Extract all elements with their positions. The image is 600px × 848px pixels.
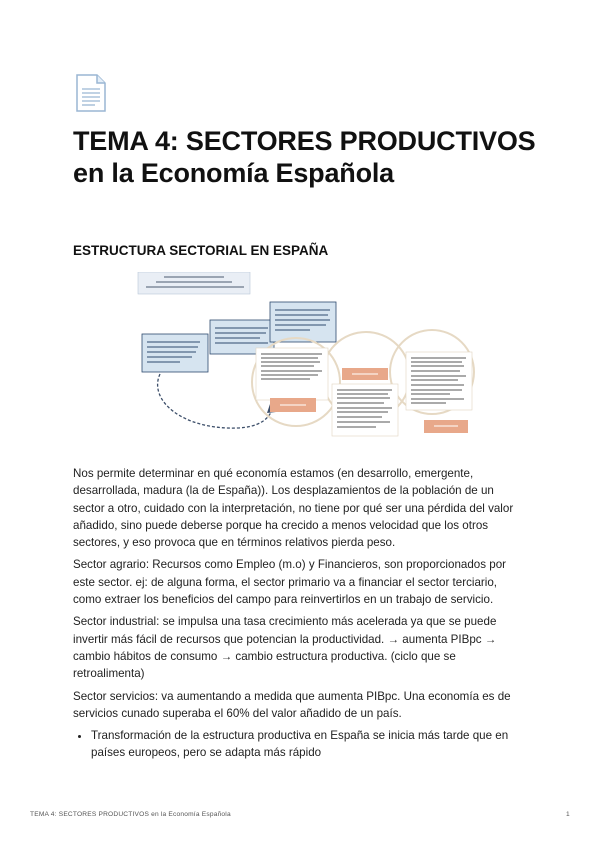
body-text (73, 465, 525, 762)
paragraph-agrario: Sector agrario: Recursos como Empleo (m.o) y Financieros, son proporcionados por este sector. ej: de alguna forma, el sector primario va a financiar el sector terciario, como extraer los beneficios del campo para reinvertirlos en un trabajo de servicio. (73, 558, 507, 607)
paragraph-intro: Nos permite determinar en qué economía estamos (en desarrollo, emergente, desarrollada, madura (la de España)). Los desplazamientos de la población de un sector a otro, cuidado con la interpretación, no tiene por qué ser una pérdida del valor añadido, sino puede deberse porque ha crecido a menos velocidad que los otros sectores, y eso provoca que en términos relativos pierda peso. (73, 467, 514, 550)
bullet-list (73, 727, 525, 762)
page-number: 1 (566, 811, 570, 818)
paragraph-servicios: Sector servicios: va aumentando a medida que aumenta PIBpc. Una economía es de servicios cunado superaba el 60% del valor añadido de un país. (73, 689, 511, 720)
page-title (73, 125, 543, 189)
section-heading: ESTRUCTURA SECTORIAL EN ESPAÑA (73, 243, 329, 258)
box-tertiary (270, 302, 336, 342)
box-primary (142, 334, 208, 372)
document-icon (75, 74, 107, 112)
paragraph-industrial: Sector industrial: se impulsa una tasa crecimiento más acelerada ya que se puede invertir más fácil de recursos que potencian la productividad. → aumenta PIBpc → cambio hábitos de consumo → cambio estructura productiva. (ciclo que se retroalimenta) (73, 615, 497, 681)
sector-evolution-diagram (120, 272, 476, 450)
list-item: • Transformación de la estructura productiva en España se inicia más tarde que en países europeos, pero se adapta más rápido (91, 727, 525, 762)
footer-title: TEMA 4: SECTORES PRODUCTIVOS en la Economía Española (30, 811, 231, 818)
title-rest: en la Economía Española (73, 158, 394, 188)
title-bold: TEMA 4: SECTORES PRODUCTIVOS (73, 126, 536, 156)
